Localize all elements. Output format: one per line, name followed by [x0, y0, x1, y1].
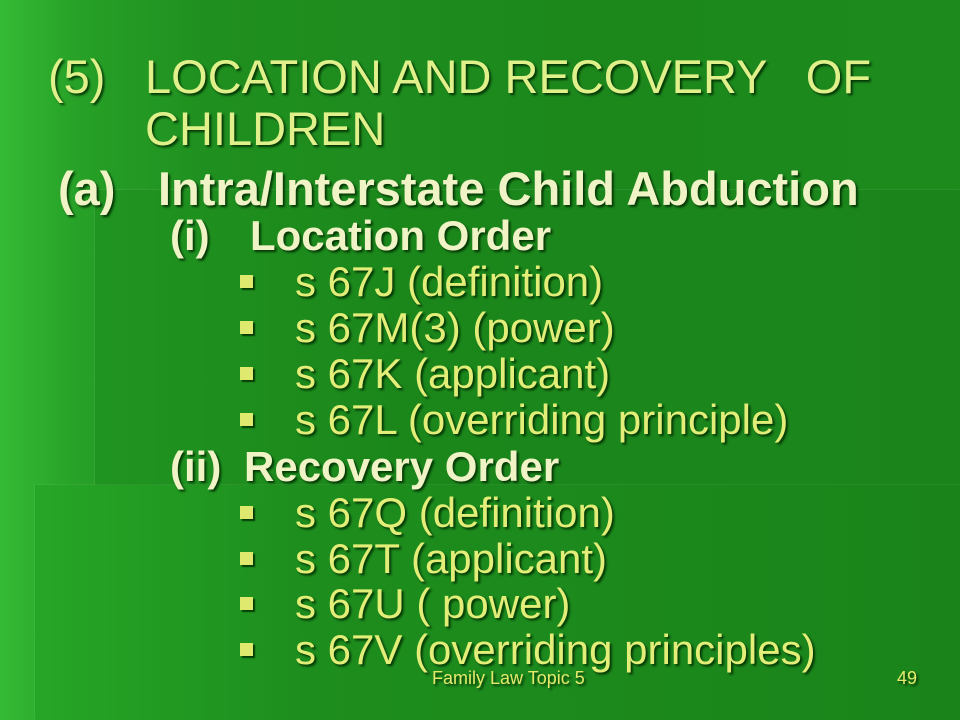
square-bullet-icon	[240, 552, 253, 565]
section-label: (i)	[170, 212, 210, 259]
title-line-1: LOCATION AND RECOVERY OF	[145, 50, 872, 103]
title-number: (5)	[48, 50, 106, 103]
list-item: s 67M(3) (power)	[295, 304, 615, 351]
list-item: s 67V (overriding principles)	[295, 626, 816, 673]
square-bullet-icon	[240, 367, 253, 380]
section-heading: Location Order	[250, 212, 552, 259]
list-item: s 67U ( power)	[295, 580, 571, 627]
subheading-label: (a)	[58, 162, 116, 215]
subheading-text: Intra/Interstate Child Abduction	[158, 162, 859, 215]
footer-text: Family Law Topic 5	[432, 668, 585, 688]
list-item: s 67K (applicant)	[295, 350, 611, 397]
square-bullet-icon	[240, 597, 253, 610]
list-item: s 67L (overriding principle)	[295, 396, 789, 443]
square-bullet-icon	[240, 506, 253, 519]
square-bullet-icon	[240, 275, 253, 288]
square-bullet-icon	[240, 413, 253, 426]
list-item: s 67J (definition)	[295, 258, 604, 305]
square-bullet-icon	[240, 321, 253, 334]
title-line-2: CHILDREN	[145, 102, 386, 155]
page-number: 49	[897, 668, 918, 688]
square-bullet-icon	[240, 643, 253, 656]
list-item: s 67Q (definition)	[295, 489, 615, 536]
section-heading: Recovery Order	[244, 443, 560, 490]
section-label: (ii)	[170, 443, 222, 490]
list-item: s 67T (applicant)	[295, 535, 608, 582]
